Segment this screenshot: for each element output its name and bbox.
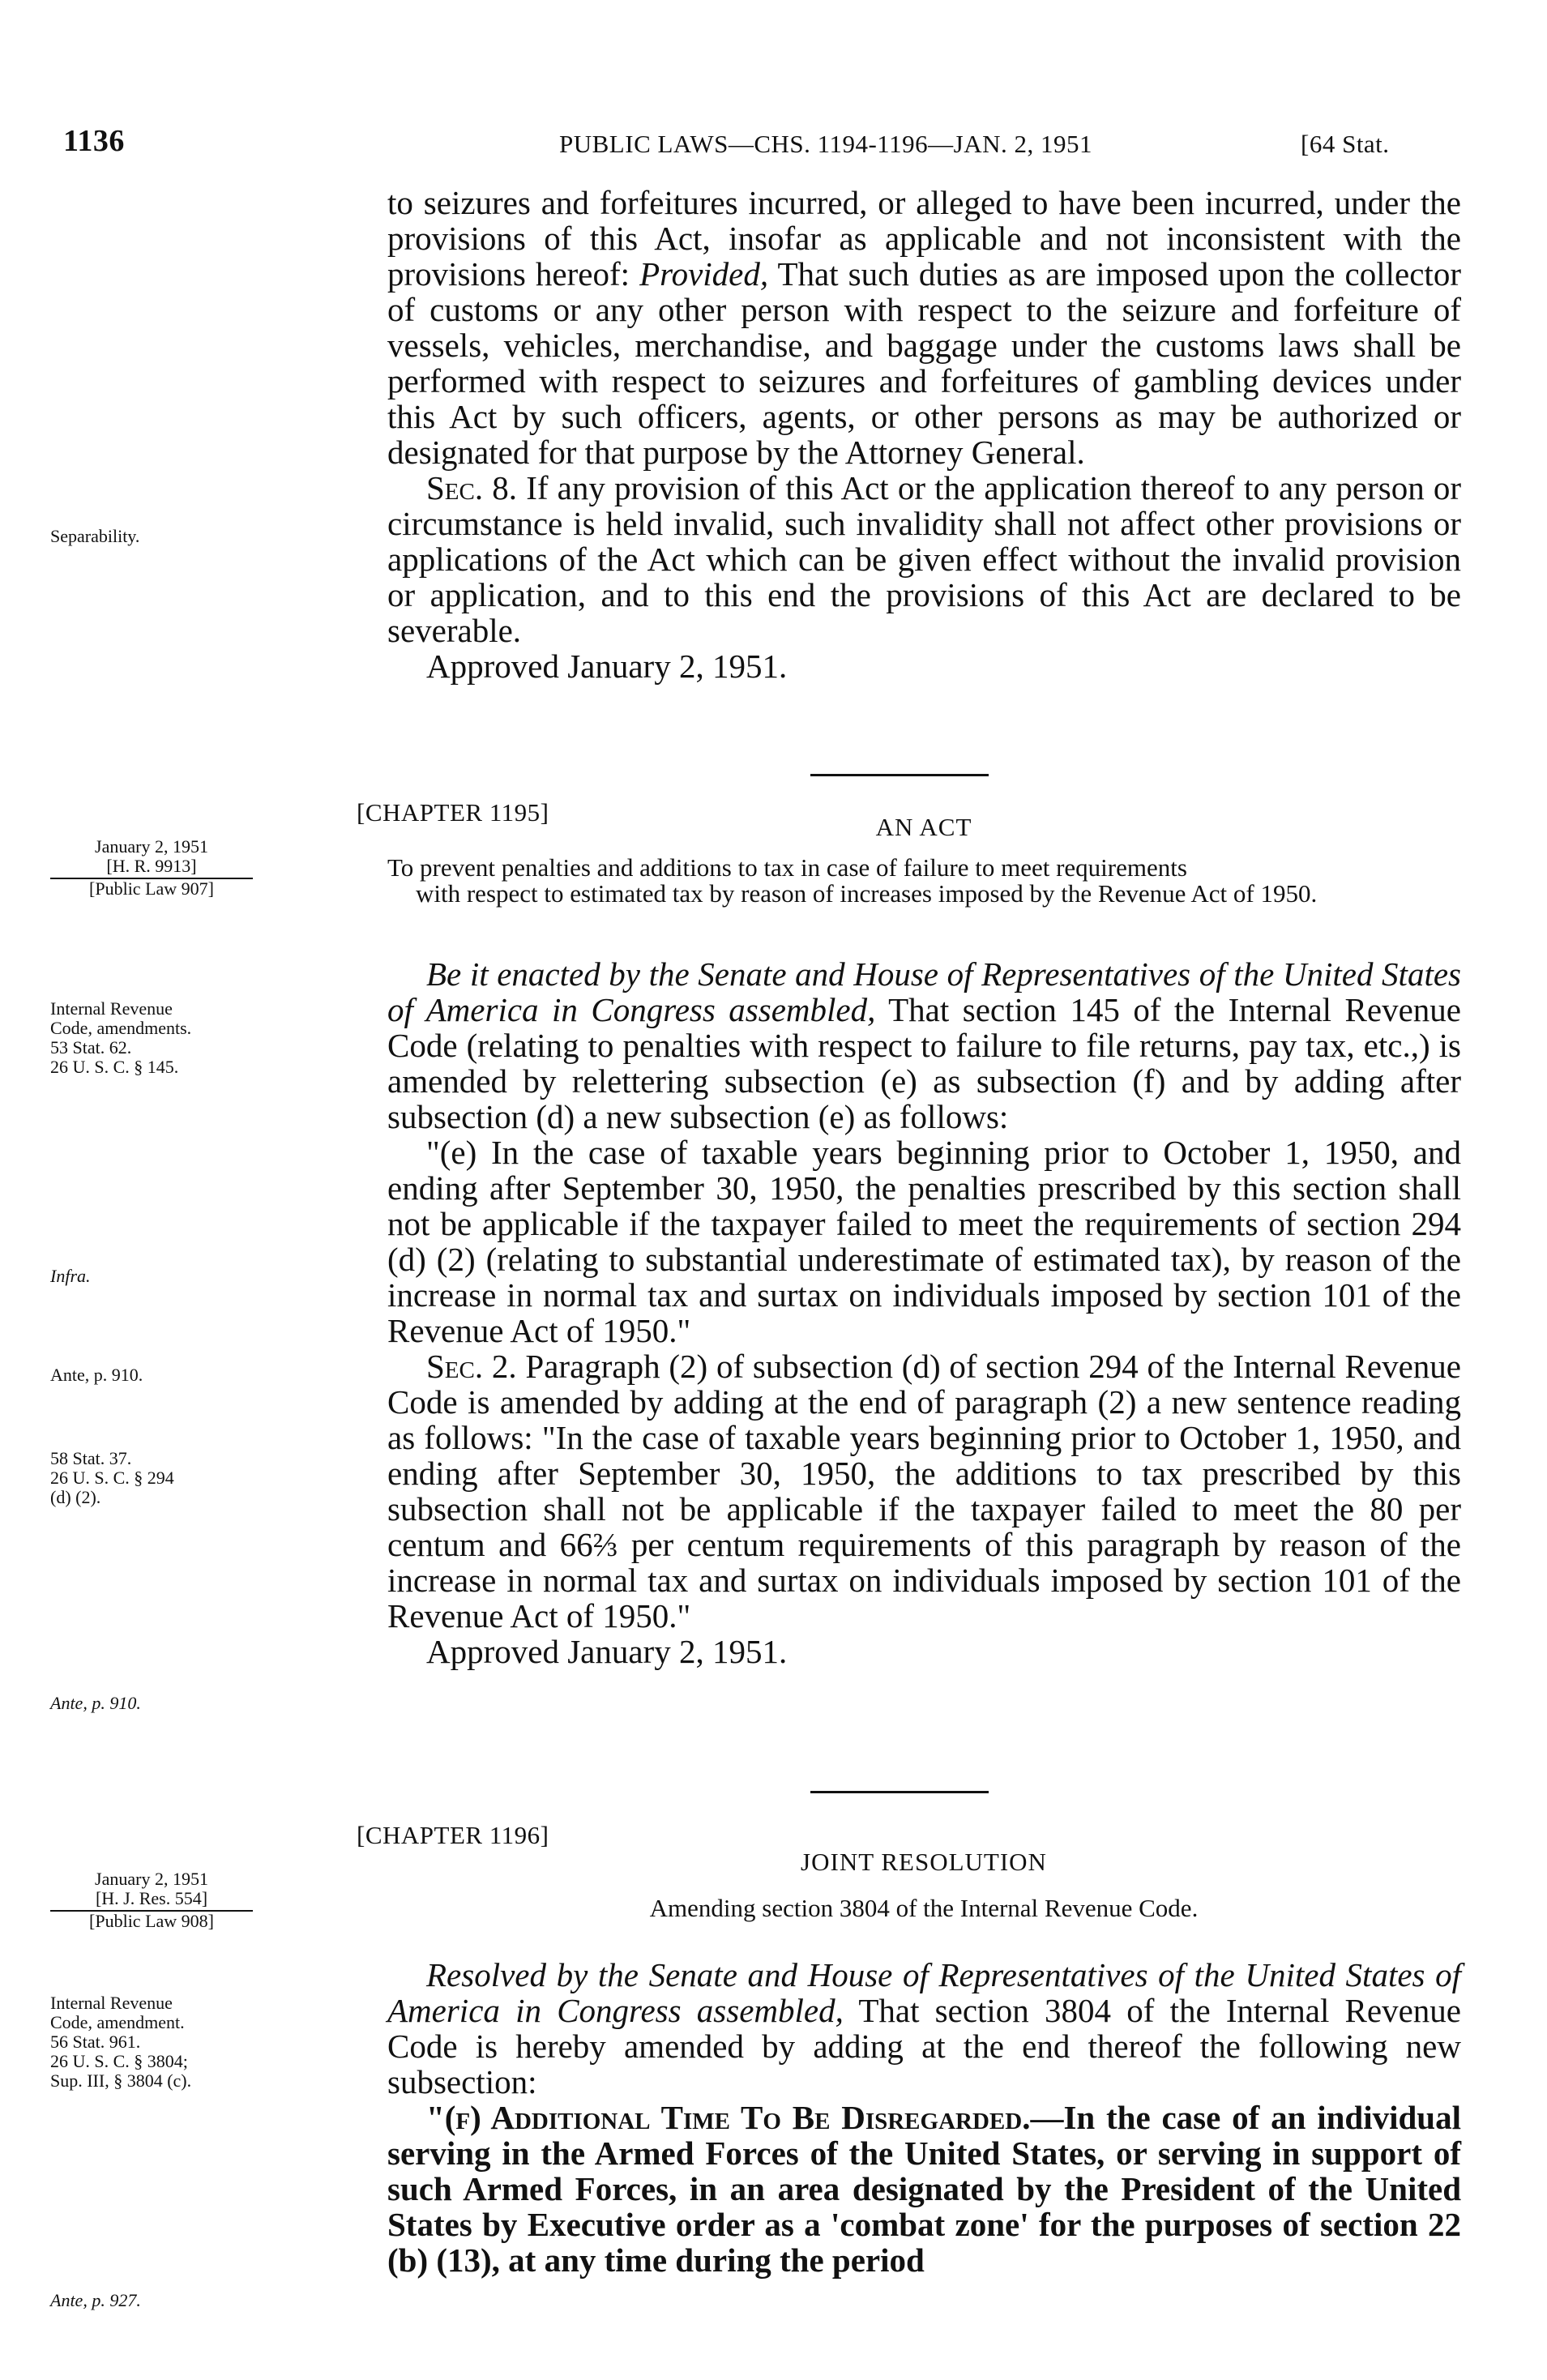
margin-58-stat-line-3: (d) (2). bbox=[50, 1487, 101, 1507]
subsection-f-heading: "(f) Additional Time To Be Disregarded. bbox=[426, 2099, 1031, 2136]
margin-irc-line-4: 26 U. S. C. § 145. bbox=[50, 1057, 179, 1077]
act-purpose bbox=[387, 855, 1461, 907]
subsection-f-paragraph bbox=[387, 2100, 1461, 2278]
resolving-text: That section 3804 of the Internal Revenue Code is hereby amended by adding at the end thereof the following new subsection: bbox=[387, 1992, 1461, 2100]
resolving-clause-paragraph bbox=[387, 1957, 1461, 2100]
margin-public-law-2: [Public Law 908] bbox=[50, 1910, 253, 1931]
margin-infra bbox=[50, 1267, 91, 1286]
margin-infra-text: Infra. bbox=[50, 1266, 91, 1286]
margin-public-law: [Public Law 907] bbox=[50, 878, 253, 899]
enacting-clause: Be it enacted by the Senate and House of Representatives of the United States of America in Congress assembled, bbox=[387, 955, 1461, 1028]
margin-ante-927-text: Ante, p. 927. bbox=[50, 2290, 141, 2310]
volume-reference: [64 Stat. bbox=[1301, 130, 1390, 158]
chapter-1195-body bbox=[387, 956, 1461, 1669]
continuation-text-block bbox=[387, 185, 1461, 684]
margin-ante-910b-text: Ante, p. 910. bbox=[50, 1693, 141, 1713]
section-8-paragraph bbox=[387, 470, 1461, 648]
enacting-text: That section 145 of the Internal Revenue Code (relating to penalties with respect to failure to file returns, pay tax, etc.,) is amended by relettering subsection (e) as subsection (f) and by adding after subsection (d) a new subsection (e) as follows: bbox=[387, 991, 1461, 1135]
margin-irc-amendments bbox=[50, 999, 293, 1077]
margin-ante-910a: Ante, p. 910. bbox=[50, 1365, 143, 1385]
margin-irc-line-2: Code, amendments. bbox=[50, 1018, 192, 1038]
section-8-text: If any provision of this Act or the application thereof to any person or circumstance is held invalid, such invalidity shall not affect other provisions or applications of the Act which can be given effect without the invalid provision or application, and to this end the provisions of this Act are declared to be severable. bbox=[387, 469, 1462, 649]
margin-irc2-line-3: 56 Stat. 961. bbox=[50, 2032, 141, 2052]
margin-ch1196-identifiers bbox=[50, 1869, 253, 1931]
approved-line-2: Approved January 2, 1951. bbox=[426, 1633, 788, 1670]
act-label: AN ACT bbox=[875, 813, 972, 841]
margin-irc2-line-4: 26 U. S. C. § 3804; bbox=[50, 2051, 188, 2071]
section-2-text: Paragraph (2) of subsection (d) of section 294 of the Internal Revenue Code is amended by adding at the end of paragraph (2) a new sentence reading as follows: "In the case of taxable years beginning prior to October 1, 1950, and ending after September 30, 1950, the additions to tax prescribed by this subsection shall not be applicable if the taxpayer failed to meet the 80 per centum and 66⅔ per centum requirements of this paragraph by reason of the increase in normal tax and surtax on individuals imposed by section 101 of the Revenue Act of 1950." bbox=[387, 1348, 1461, 1634]
margin-irc2-line-5: Sup. III, § 3804 (c). bbox=[50, 2070, 192, 2091]
section-divider-2 bbox=[810, 1791, 989, 1793]
margin-bill-number: [H. R. 9913] bbox=[106, 856, 197, 876]
margin-date: January 2, 1951 bbox=[95, 836, 208, 857]
act-purpose-line-2: with respect to estimated tax by reason of increases imposed by the Revenue Act of 1950. bbox=[416, 879, 1318, 908]
section-8-label: Sec. 8. bbox=[426, 469, 518, 506]
chapter-1196-body bbox=[387, 1957, 1461, 2278]
continuation-text-2: That such duties as are imposed upon the collector of customs or any other person with respect to the seizure and forfeiture of vessels, vehicles, merchandise, and baggage under the customs laws shall be performed with respect to seizures and forfeitures of gambling devices under this Act by such officers, agents, or other persons as may be authorized or designated for that purpose by the Attorney General. bbox=[387, 255, 1461, 471]
margin-date-2: January 2, 1951 bbox=[95, 1869, 208, 1889]
subsection-f-text: —In the case of an individual serving in the Armed Forces of the United States, or serving in support of such Armed Forces, in an area designated by the President of the United States by Executive order as a 'combat zone' for the purposes of section 22 (b) (13), at any time during the period bbox=[387, 2099, 1461, 2279]
continuation-paragraph bbox=[387, 185, 1461, 470]
joint-resolution-label: JOINT RESOLUTION bbox=[801, 1848, 1047, 1876]
margin-58-stat bbox=[50, 1449, 293, 1507]
section-2-paragraph bbox=[387, 1348, 1461, 1634]
section-divider bbox=[810, 774, 989, 776]
margin-ante-927 bbox=[50, 2291, 141, 2310]
margin-irc-line-3: 53 Stat. 62. bbox=[50, 1037, 132, 1058]
margin-58-stat-line-2: 26 U. S. C. § 294 bbox=[50, 1468, 174, 1488]
act-purpose-line-1: To prevent penalties and additions to tax in case of failure to meet requirements bbox=[387, 853, 1187, 882]
chapter-1196-label: [CHAPTER 1196] bbox=[357, 1821, 549, 1849]
provided-italic: Provided, bbox=[639, 255, 769, 293]
margin-irc2-line-1: Internal Revenue bbox=[50, 1993, 173, 2013]
chapter-1195-label: [CHAPTER 1195] bbox=[357, 798, 549, 827]
page-number: 1136 bbox=[63, 124, 125, 158]
continuation-text: to seizures and forfeitures incurred, or alleged to have been incurred, under the provisions of this Act, insofar as applicable and not inconsistent with the provisions hereof: bbox=[387, 184, 1461, 293]
subsection-e-text: "(e) In the case of taxable years beginning prior to October 1, 1950, and ending after September 30, 1950, the penalties prescribed by this section shall not be applicable if the taxpayer failed to meet the requirements of section 294 (d) (2) (relating to substantial underestimate of estimated tax), by reason of the increase in normal tax and surtax on individuals imposed by section 101 of the Revenue Act of 1950." bbox=[387, 1134, 1461, 1349]
joint-resolution-purpose: Amending section 3804 of the Internal Revenue Code. bbox=[649, 1894, 1199, 1922]
margin-irc2-line-2: Code, amendment. bbox=[50, 2012, 185, 2032]
margin-ch1195-identifiers bbox=[50, 837, 253, 899]
margin-ante-910b bbox=[50, 1694, 141, 1713]
resolving-clause: Resolved by the Senate and House of Representatives of the United States of America in Congress assembled, bbox=[387, 1956, 1461, 2029]
section-2-label: Sec. 2. bbox=[426, 1348, 517, 1385]
margin-irc-amendment-2 bbox=[50, 1993, 293, 2091]
margin-bill-number-2: [H. J. Res. 554] bbox=[95, 1888, 208, 1908]
margin-58-stat-line-1: 58 Stat. 37. bbox=[50, 1448, 132, 1468]
approved-line-1: Approved January 2, 1951. bbox=[426, 647, 788, 685]
margin-separability: Separability. bbox=[50, 526, 140, 546]
margin-irc-line-1: Internal Revenue bbox=[50, 998, 173, 1019]
enacting-clause-paragraph bbox=[387, 956, 1461, 1134]
running-head: PUBLIC LAWS—CHS. 1194-1196—JAN. 2, 1951 bbox=[559, 130, 1092, 158]
